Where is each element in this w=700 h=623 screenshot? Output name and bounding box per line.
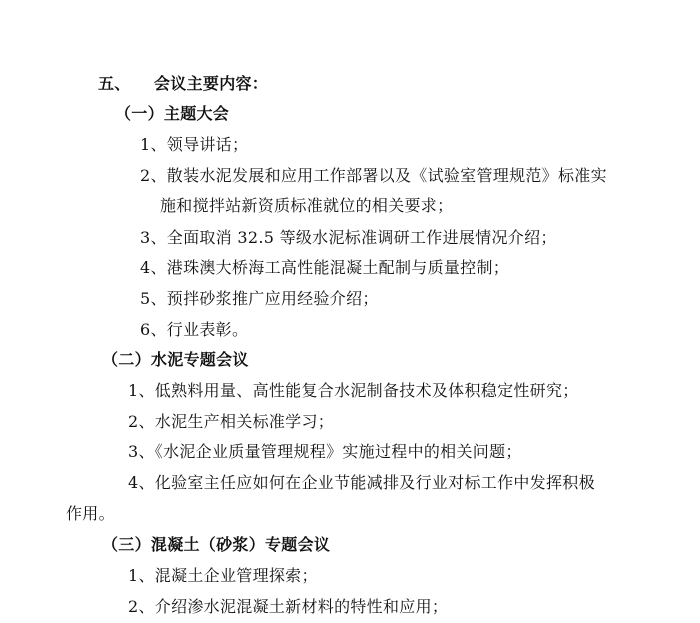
list-item: 1、低熟料用量、高性能复合水泥制备技术及体积稳定性研究； [128,381,579,400]
subsection-heading-1: （一）主题大会 [115,104,230,123]
list-item: 2、水泥生产相关标准学习； [128,412,335,431]
section-heading [98,74,268,94]
list-item: 4、港珠澳大桥海工高性能混凝土配制与质量控制； [140,258,510,277]
list-item: 1、混凝土企业管理探索； [128,566,318,585]
subsection-heading-2: （二）水泥专题会议 [102,350,249,369]
list-item: 2、介绍渗水泥混凝土新材料的特性和应用； [128,597,449,616]
list-item: 6、行业表彰。 [140,320,249,339]
list-item: 4、化验室主任应如何在企业节能减排及行业对标工作中发挥积极 [128,473,595,492]
list-item: 3、《水泥企业质量管理规程》实施过程中的相关问题； [128,442,522,461]
list-item: 5、预拌砂浆推广应用经验介绍； [140,289,379,308]
list-item: 3、全面取消 32.5 等级水泥标准调研工作进展情况介绍； [140,228,557,247]
list-item: 1、领导讲话； [140,135,249,154]
list-item-continuation: 作用。 [66,504,115,523]
list-item: 2、散装水泥发展和应用工作部署以及《试验室管理规范》标准实 [140,166,607,185]
section-title: 会议主要内容： [154,74,269,93]
section-number: 五、 [98,74,131,93]
list-item-continuation: 施和搅拌站新资质标准就位的相关要求； [160,196,454,215]
subsection-heading-3: （三）混凝土（砂浆）专题会议 [102,535,331,554]
